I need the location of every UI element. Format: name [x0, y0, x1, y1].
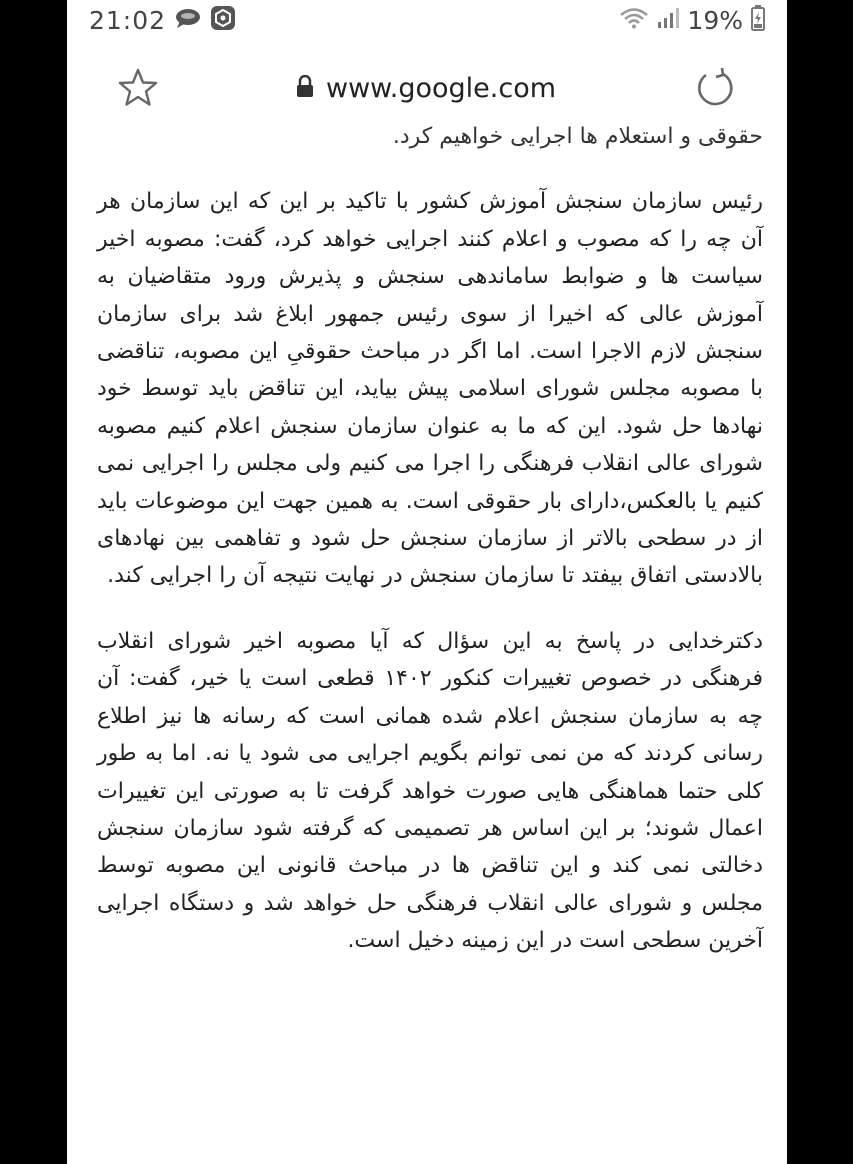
status-time: 21:02 — [89, 5, 167, 35]
chat-bubble-icon — [174, 7, 202, 33]
article-paragraph-2: دکترخدایی در پاسخ به این سؤال که آیا مصوبه اخیر شورای انقلاب فرهنگی در خصوص تغییرات کنکور ۱۴۰۲ قطعی است یا خیر، گفت: آن چه به سازمان سنجش اعلام شده همانی است که رسانه ها نیز اطلاع رسانی کردند که من نمی توانم بگویم اجرایی می شود یا نه. اما به طور کلی حتما هماهنگی هایی صورت خواهد گرفت تا به صورتی این تغییرات اعمال شوند؛ بر این اساس هر تصمیمی که گرفته شود سازمان سنجش دخالتی نمی کند و این تناقض ها در مباحث قانونی این مصوبه توسط مجلس و شورای عالی انقلاب فرهنگی حل خواهد شد و دستگاه اجرایی آخرین سطحی است در این زمینه دخیل است. — [97, 628, 763, 954]
url-field[interactable] — [296, 73, 556, 104]
lock-icon — [296, 75, 314, 101]
article-cut-line: حقوقی و استعلام ها اجرایی خواهیم کرد. — [392, 124, 763, 149]
app-hexagon-icon — [210, 5, 236, 35]
signal-icon — [657, 7, 679, 33]
status-left — [89, 5, 236, 35]
battery-charging-icon — [751, 5, 765, 35]
status-bar — [67, 0, 787, 40]
battery-percent: 19% — [687, 5, 743, 35]
url-text: www.google.com — [325, 72, 557, 104]
article-content — [67, 118, 787, 988]
star-icon[interactable] — [117, 67, 159, 109]
status-right — [619, 5, 765, 35]
phone-screen — [67, 0, 787, 1164]
wifi-icon — [619, 7, 649, 33]
article-paragraph-1: رئیس سازمان سنجش آموزش کشور با تاکید بر این که این سازمان هر آن چه را که مصوب و اعلام کنند اجرایی خواهد کرد، گفت: مصوبه اخیر سیاست ها و ضوابط ساماندهی سنجش و پذیرش ورود متقاضیان به آموزش عالی که اخیرا از سوی رئیس جمهور ابلاغ شد برای سازمان سنجش لازم الاجرا است. اما اگر در مباحث حقوقیِ این مصوبه، تناقضی با مصوبه مجلس شورای اسلامی پیش بیاید، این تناقض باید توسط خود نهادها حل شود. این که ما به عنوان سازمان سنجش اعلام کنیم مصوبه شورای عالی انقلاب فرهنگی را اجرا می کنیم ولی مجلس را اجرایی نمی کنیم یا بالعکس،دارای بار حقوقی است. به همین جهت این موضوعات باید از در سطحی بالاتر از سازمان سنجش حل شود و تفاهمی بین نهادهای بالادستی اتفاق بیفتد تا سازمان سنجش در نهایت نتیجه آن را اجرایی کند. — [97, 189, 763, 589]
reload-icon[interactable] — [693, 66, 737, 110]
